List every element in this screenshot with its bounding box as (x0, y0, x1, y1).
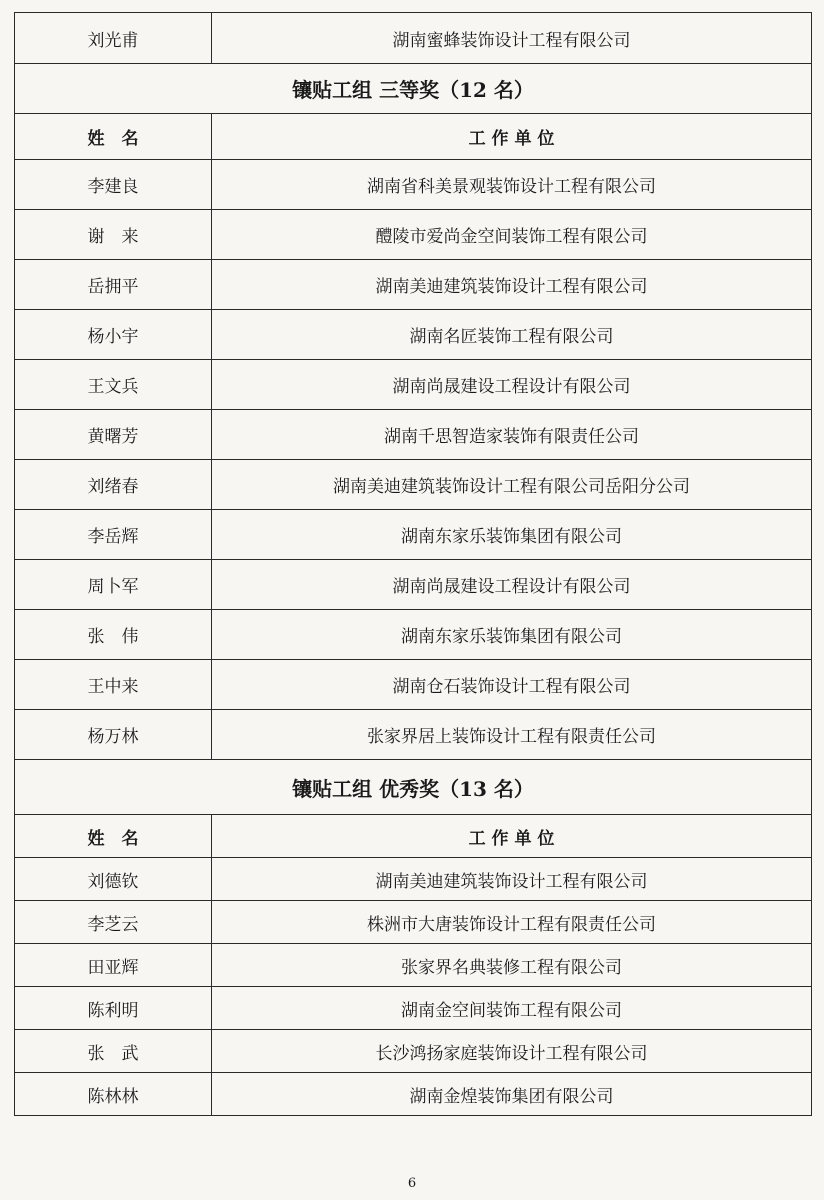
name-cell: 陈利明 (15, 987, 212, 1029)
table-row (15, 1030, 811, 1073)
name-cell: 张 武 (15, 1030, 212, 1072)
award-table (14, 12, 812, 1116)
table-row (15, 510, 811, 560)
table-row (15, 360, 811, 410)
name-cell: 黄曙芳 (15, 410, 212, 459)
table-row (15, 610, 811, 660)
name-cell: 杨小宇 (15, 310, 212, 359)
section-title-row (15, 760, 811, 815)
name-cell: 刘绪春 (15, 460, 212, 509)
unit-cell: 湖南千思智造家装饰有限责任公司 (384, 427, 639, 447)
table-row (15, 560, 811, 610)
name-cell: 李芝云 (15, 901, 212, 943)
unit-cell: 湖南美迪建筑装饰设计工程有限公司岳阳分公司 (333, 477, 690, 497)
header-name: 姓 名 (15, 815, 212, 857)
name-cell: 李岳辉 (15, 510, 212, 559)
table-row (15, 858, 811, 901)
unit-cell: 张家界名典装修工程有限公司 (401, 957, 622, 978)
name-cell: 田亚辉 (15, 944, 212, 986)
table-row (15, 310, 811, 360)
table-row (15, 460, 811, 510)
unit-cell: 湖南美迪建筑装饰设计工程有限公司 (375, 277, 648, 297)
unit-cell: 株洲市大唐装饰设计工程有限责任公司 (367, 914, 656, 935)
header-name: 姓 名 (15, 114, 212, 159)
name-cell: 杨万林 (15, 710, 212, 759)
name-cell: 陈林林 (15, 1073, 212, 1115)
name-cell: 谢 来 (15, 210, 212, 259)
section-title-row (15, 64, 811, 114)
unit-cell: 湖南名匠装饰工程有限公司 (409, 327, 614, 347)
unit-cell: 湖南金空间装饰工程有限公司 (401, 1000, 622, 1021)
section-title: 镶贴工组 三等奖（12 名） (292, 78, 534, 102)
unit-cell: 醴陵市爱尚金空间装饰工程有限公司 (375, 227, 648, 247)
header-unit: 工 作 单 位 (468, 129, 555, 149)
unit-cell: 湖南尚晟建设工程设计有限公司 (392, 577, 631, 597)
table-row (15, 901, 811, 944)
unit-cell: 湖南省科美景观装饰设计工程有限公司 (367, 177, 656, 197)
table-row (15, 710, 811, 760)
name-cell: 李建良 (15, 160, 212, 209)
unit-cell: 长沙鸿扬家庭装饰设计工程有限公司 (375, 1043, 648, 1064)
unit-cell: 湖南东家乐装饰集团有限公司 (401, 527, 622, 547)
name-cell: 王文兵 (15, 360, 212, 409)
header-row (15, 815, 811, 858)
page-number: 6 (407, 1176, 417, 1191)
section-title: 镶贴工组 优秀奖（13 名） (292, 776, 534, 801)
table-row (15, 260, 811, 310)
table-row (15, 210, 811, 260)
name-cell: 王中来 (15, 660, 212, 709)
table-row (15, 944, 811, 987)
table-row (15, 987, 811, 1030)
unit-cell: 湖南美迪建筑装饰设计工程有限公司 (375, 871, 648, 892)
name-cell: 刘光甫 (15, 13, 212, 63)
header-unit: 工 作 单 位 (468, 828, 555, 849)
table-row (15, 1073, 811, 1116)
unit-cell: 湖南金煌装饰集团有限公司 (409, 1086, 614, 1107)
unit-cell: 湖南蜜蜂装饰设计工程有限公司 (392, 30, 631, 51)
table-row (15, 160, 811, 210)
unit-cell: 湖南尚晟建设工程设计有限公司 (392, 377, 631, 397)
unit-cell: 湖南仓石装饰设计工程有限公司 (392, 677, 631, 697)
name-cell: 刘德钦 (15, 858, 212, 900)
header-row (15, 114, 811, 160)
table-row (15, 410, 811, 460)
unit-cell: 张家界居上装饰设计工程有限责任公司 (367, 727, 656, 747)
unit-cell: 湖南东家乐装饰集团有限公司 (401, 627, 622, 647)
name-cell: 岳拥平 (15, 260, 212, 309)
table-row (15, 660, 811, 710)
table-row (15, 13, 811, 64)
name-cell: 周卜军 (15, 560, 212, 609)
name-cell: 张 伟 (15, 610, 212, 659)
